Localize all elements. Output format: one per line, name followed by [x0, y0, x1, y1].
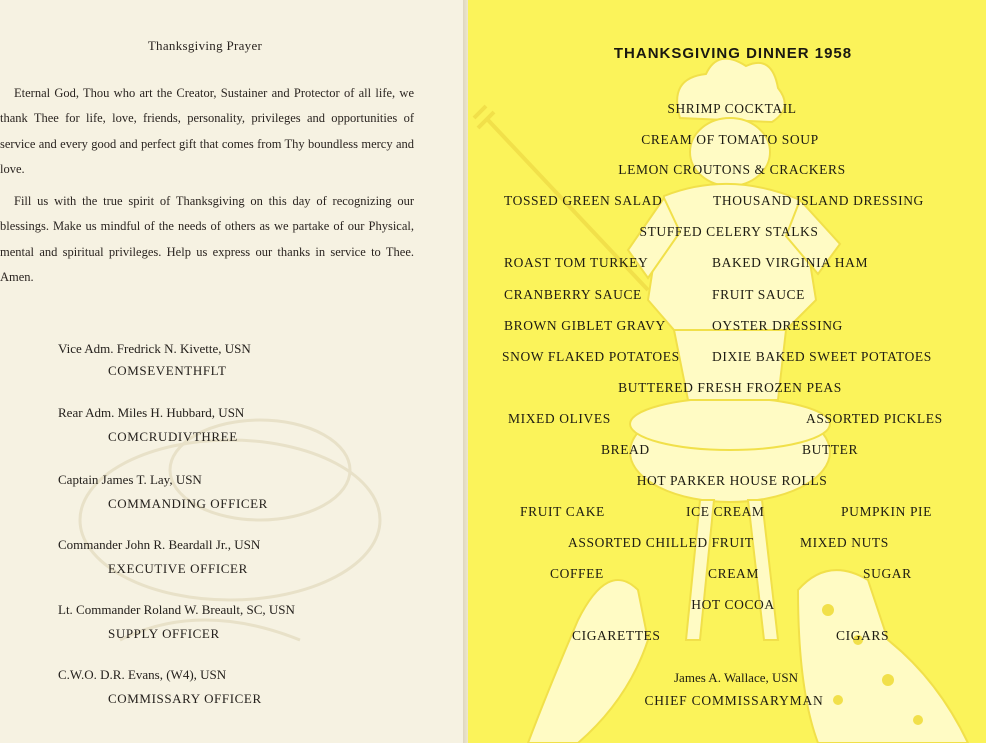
- menu-item-croutons: LEMON CROUTONS & CRACKERS: [618, 162, 846, 177]
- menu-item-turkey: ROAST TOM TURKEY: [504, 255, 649, 270]
- menu-title: THANKSGIVING DINNER 1958: [613, 45, 853, 62]
- menu-item-cigarettes: CIGARETTES: [572, 628, 661, 643]
- right-page: [468, 0, 986, 743]
- menu-item-shrimp: SHRIMP COCKTAIL: [667, 101, 797, 116]
- menu-item-soup: CREAM OF TOMATO SOUP: [641, 132, 819, 147]
- signature-title: CHIEF COMMISSARYMAN: [644, 693, 824, 708]
- officer-title: COMCRUDIVTHREE: [108, 429, 238, 444]
- menu-item-oyster: OYSTER DRESSING: [712, 318, 843, 333]
- officer-title: COMMANDING OFFICER: [108, 496, 268, 511]
- prayer-paragraph-1: Eternal God, Thou who art the Creator, Sustainer and Protector of all life, we thank Thee for life, love, friends, personality, privileges and opportunities of service and every good and perfect gift that comes from Thy boundless mercy and love.: [0, 86, 414, 176]
- menu-item-cream: CREAM: [708, 566, 760, 581]
- prayer-paragraph-2: Fill us with the true spirit of Thanksgiving on this day of recognizing our blessings. Make us mindful of the needs of others as we partake of our Physical, mental and spiritual privileges. Help us express our thanks in service to Thee. Amen.: [0, 194, 414, 284]
- menu-item-salad: TOSSED GREEN SALAD: [504, 193, 663, 208]
- menu-item-peas: BUTTERED FRESH FROZEN PEAS: [618, 380, 842, 395]
- menu-item-rolls: HOT PARKER HOUSE ROLLS: [636, 473, 828, 488]
- menu-item-nuts: MIXED NUTS: [800, 535, 889, 550]
- dog-right-icon: [798, 570, 968, 743]
- menu-item-butter: BUTTER: [802, 442, 859, 457]
- officer-title: COMSEVENTHFLT: [108, 363, 227, 378]
- officer-name: Commander John R. Beardall Jr., USN: [58, 537, 261, 552]
- officer-title: SUPPLY OFFICER: [108, 626, 220, 641]
- menu-item-olives: MIXED OLIVES: [508, 411, 611, 426]
- left-page: [0, 0, 463, 743]
- officer-name: Lt. Commander Roland W. Breault, SC, USN: [58, 602, 295, 617]
- dog-left-icon: [528, 580, 648, 743]
- menu-item-sugar: SUGAR: [863, 566, 912, 581]
- officer-title: EXECUTIVE OFFICER: [108, 561, 248, 576]
- menu-item-fruit-sauce: FRUIT SAUCE: [712, 287, 805, 302]
- officer-name: Rear Adm. Miles H. Hubbard, USN: [58, 405, 245, 420]
- menu-item-fruit-cake: FRUIT CAKE: [520, 504, 605, 519]
- menu-item-gravy: BROWN GIBLET GRAVY: [504, 318, 666, 333]
- officer-name: Vice Adm. Fredrick N. Kivette, USN: [58, 341, 251, 356]
- menu-item-ham: BAKED VIRGINIA HAM: [712, 255, 869, 270]
- menu-item-cocoa: HOT COCOA: [691, 597, 775, 612]
- menu-item-potatoes: SNOW FLAKED POTATOES: [502, 349, 680, 364]
- officer-name: Captain James T. Lay, USN: [58, 472, 202, 487]
- menu-item-chilled-fruit: ASSORTED CHILLED FRUIT: [568, 535, 754, 550]
- menu-item-ice-cream: ICE CREAM: [686, 504, 765, 519]
- menu-item-dressing: THOUSAND ISLAND DRESSING: [713, 193, 924, 208]
- menu-item-coffee: COFFEE: [550, 566, 604, 581]
- menu-item-bread: BREAD: [601, 442, 650, 457]
- menu-item-cigars: CIGARS: [836, 628, 890, 643]
- menu-item-pickles: ASSORTED PICKLES: [806, 411, 943, 426]
- menu-item-pumpkin-pie: PUMPKIN PIE: [841, 504, 932, 519]
- officer-title: COMMISSARY OFFICER: [108, 691, 262, 706]
- menu-item-sweet-potatoes: DIXIE BAKED SWEET POTATOES: [712, 349, 932, 364]
- menu-item-cranberry: CRANBERRY SAUCE: [504, 287, 642, 302]
- menu-item-celery: STUFFED CELERY STALKS: [639, 224, 819, 239]
- prayer-title: Thanksgiving Prayer: [147, 38, 263, 53]
- officer-name: C.W.O. D.R. Evans, (W4), USN: [58, 667, 227, 682]
- signature-name: James A. Wallace, USN: [674, 670, 798, 685]
